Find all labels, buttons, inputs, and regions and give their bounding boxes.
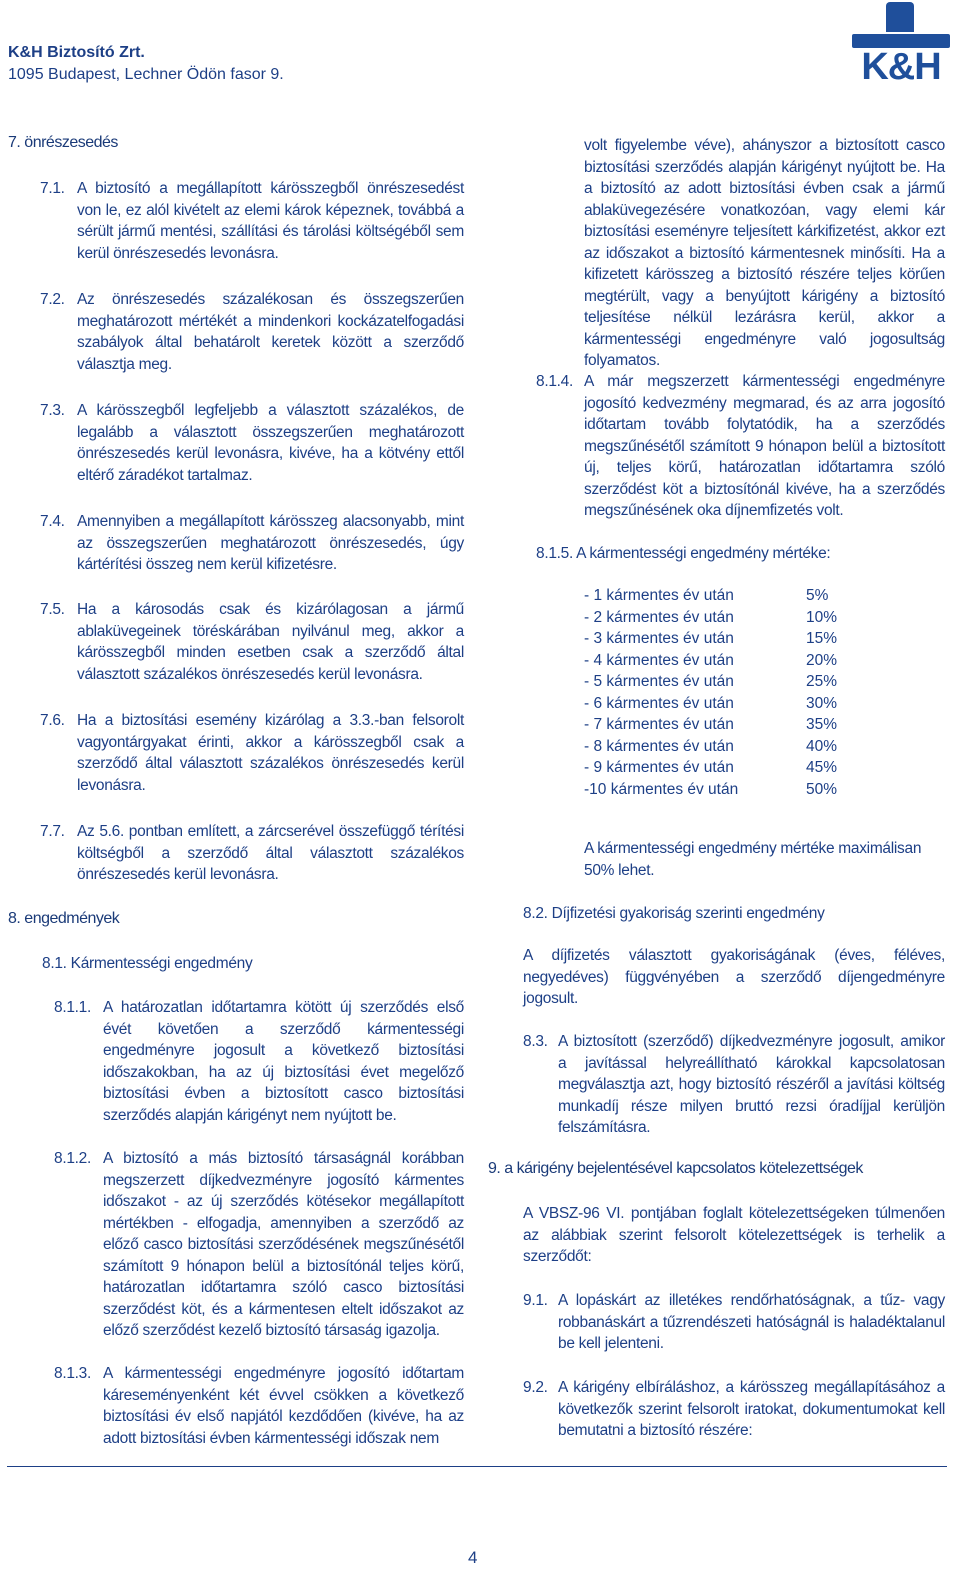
discount-label: - 4 kármentes év után	[584, 651, 734, 669]
subsection-8-1-title: 8.1. Kármentességi engedmény	[42, 955, 253, 972]
para-7-3: A kárösszegből legfeljebb a választott százalékos, de legalább a választott összegszerűen meghatározott önrészesedés kerül levonásra, kivéve, ha a kötvény ettől eltérő záradékot tartalmaz.	[77, 402, 464, 484]
discount-value: 15%	[806, 630, 838, 647]
section-8-title: 8. engedmények	[8, 910, 120, 927]
para-8-1-5-title: 8.1.5. A kármentességi engedmény mértéke:	[536, 545, 831, 562]
para-7-7-number: 7.7.	[40, 823, 65, 840]
logo-text: K&H	[861, 46, 941, 88]
para-7-2: Az önrészesedés százalékosan és összegszerűen meghatározott mértékét a mindenkori kockázatelfogadási szabályok által behatárolt keretek között a szerződő választja meg.	[77, 291, 464, 373]
discount-value: 45%	[806, 759, 838, 776]
para-7-6-number: 7.6.	[40, 712, 65, 729]
para-7-3-number: 7.3.	[40, 402, 65, 419]
para-8-1-2: A biztosító a más biztosító társaságnál korábban megszerzett díjkedvezményre jogosító kármentes időszakot - az új szerződés kötésekor megállapított mértékben - elfogadja, amennyiben a szerződő az előző casco biztosítási szerződésének megszűnésétől számított 9 hónapon belül a biztosítónál teljes körű, határozatlan időtartamra szóló casco biztosítási szerződést köt, és a kármentesen eltelt időszakot az előző szerződést kezelő biztosító társaság igazolja.	[103, 1150, 464, 1339]
para-8-1-1-number: 8.1.1.	[54, 999, 91, 1016]
para-8-1-2-number: 8.1.2.	[54, 1150, 91, 1167]
discount-value: 5%	[806, 587, 829, 604]
subsection-8-2-title: 8.2. Díjfizetési gyakoriság szerinti engedmény	[523, 905, 825, 922]
discount-label: - 3 kármentes év után	[584, 630, 734, 647]
discount-label: - 1 kármentes év után	[584, 587, 734, 604]
discount-label: - 9 kármentes év után	[584, 759, 734, 776]
para-7-2-number: 7.2.	[40, 291, 65, 308]
para-8-2: A díjfizetés választott gyakoriságának (éves, féléves, negyedéves) függvényében a szerződő díjengedményre jogosult.	[523, 947, 945, 1007]
kh-logo	[846, 2, 956, 88]
discount-label: - 6 kármentes év után	[584, 694, 734, 712]
para-7-7: Az 5.6. pontban említett, a zárcserével összefüggő térítési költségből a szerződő által választott százalékos önrészesedés kerül levonásra.	[77, 823, 464, 883]
discount-label: - 8 kármentes év után	[584, 737, 734, 755]
para-9-2: A kárigény elbíráláshoz, a kárösszeg megállapításához a következők szerint felsorolt iratokat, dokumentumokat kell bemutatni a biztosító részére:	[558, 1379, 945, 1439]
discount-value: 40%	[806, 737, 838, 755]
discount-label: -10 kármentes év után	[584, 780, 739, 798]
para-8-1-3-number: 8.1.3.	[54, 1365, 91, 1382]
para-7-5: Ha a károsodás csak és kizárólagosan a jármű ablaküvegeinek töréskárában nyilvánul meg, akkor a kárösszegből minden esetben csak a szerződő által választott százalékos önrészesedés kerül levonásra.	[77, 601, 464, 683]
footer-divider	[7, 1466, 947, 1467]
page-number: 4	[468, 1548, 478, 1567]
para-8-1-4: A már megszerzett kármentességi engedményre jogosító kedvezmény megmarad, és az arra jogosító időtartam tovább folytatódik, ha a szerződés megszűnésétől számított 9 hónapon belül a biztosított új, teljes körű, határozatlan időtartamra szóló szerződést köt a biztosítónál kivéve, ha a szerződés megszűnésének oka díjnemfizetés volt.	[584, 373, 945, 519]
section-7-title: 7. önrészesedés	[8, 134, 118, 151]
para-9-1-number: 9.1.	[523, 1292, 548, 1309]
para-8-1-3: A kármentességi engedményre jogosító időtartam káreseményenként két évvel csökken a következő biztosítási év első napjától kezdődően (kivéve, ha az adott biztosítási évben kármentességi időszak nem	[103, 1365, 464, 1447]
para-9-1: A lopáskárt az illetékes rendőrhatóságnak, a tűz- vagy robbanáskárt a tűzrendészeti hatóságnál is haladéktalanul be kell jelenteni.	[558, 1292, 945, 1352]
company-address: 1095 Budapest, Lechner Ödön fasor 9.	[8, 66, 284, 83]
para-8-3-number: 8.3.	[523, 1033, 548, 1050]
discount-label: - 7 kármentes év után	[584, 716, 734, 733]
discount-label: - 2 kármentes év után	[584, 608, 734, 626]
max-discount-note: A kármentességi engedmény mértéke maximálisan 50% lehet.	[584, 840, 922, 879]
logo-cube-icon	[886, 2, 914, 32]
para-8-1-1: A határozatlan időtartamra kötött új szerződés első évét követően a szerződő kármentességi engedményre jogosult a következő biztosítási időszakokban, ha az új biztosítási évet megelőző biztosítási évben a biztosított casco biztosítási szerződés alapján kárigényt nem nyújtott be.	[103, 999, 464, 1124]
discount-label: - 5 kármentes év után	[584, 673, 734, 690]
discount-value: 20%	[806, 651, 838, 669]
para-8-1-4-number: 8.1.4.	[536, 373, 573, 390]
para-8-1-3-continued: volt figyelembe véve), ahányszor a biztosított casco biztosítási szerződés alapján kárigényt nyújtott be. Ha a biztosító az adott biztosítási évben csak a jármű ablaküvegezésére vonatkozóan, vagy elemi kár biztosítási eseményre teljesített kárkifizetést, akkor ezt az időszakot a biztosító kármentesnek minősíti. Ha a kifizetett kárösszeg a biztosító részére teljes körűen megtérült, vagy a benyújtott kárigény a biztosító teljesítése nélkül lezárásra kerül, akkor a kármentességi engedményre való jogosultság folyamatos.	[584, 137, 945, 369]
discount-value: 10%	[806, 608, 838, 626]
para-7-5-number: 7.5.	[40, 601, 65, 618]
para-7-4: Amennyiben a megállapított kárösszeg alacsonyabb, mint az összegszerűen meghatározott önrészesedés, úgy kártérítési összeg nem kerül kifizetésre.	[77, 513, 464, 573]
company-name: K&H Biztosító Zrt.	[8, 44, 145, 61]
discount-value: 25%	[806, 673, 838, 690]
discount-value: 35%	[806, 716, 838, 733]
para-9-2-number: 9.2.	[523, 1379, 548, 1396]
discount-value: 30%	[806, 694, 838, 712]
para-7-6: Ha a biztosítási esemény kizárólag a 3.3.-ban felsorolt vagyontárgyakat érinti, akkor a kárösszegből csak a szerződő által választott százalékos önrészesedés kerül levonásra.	[77, 712, 464, 794]
discount-value: 50%	[806, 780, 838, 798]
para-7-4-number: 7.4.	[40, 513, 65, 530]
para-7-1-number: 7.1.	[40, 180, 65, 197]
para-7-1: A biztosító a megállapított kárösszegből önrészesedést von le, ez alól kivételt az elemi károk képeznek, továbbá a sérült jármű mentési, szállítási és tárolási költségéből sem kerül önrészesedés levonásra.	[77, 180, 464, 262]
para-9-intro: A VBSZ-96 VI. pontjában foglalt kötelezettségeken túlmenően az alábbiak szerint felsorolt kötelezettségek is terhelik a szerződőt:	[523, 1205, 945, 1265]
section-9-title: 9. a kárigény bejelentésével kapcsolatos kötelezettségek	[488, 1160, 863, 1177]
para-8-3: A biztosított (szerződő) díjkedvezményre jogosult, amikor a javítással helyreállítható károkkal kapcsolatosan megválasztja azt, hogy biztosító részéről a javítási költség munkadíj része milyen bruttó rezsi óradíjjal kerüljön felszámításra.	[558, 1033, 945, 1136]
